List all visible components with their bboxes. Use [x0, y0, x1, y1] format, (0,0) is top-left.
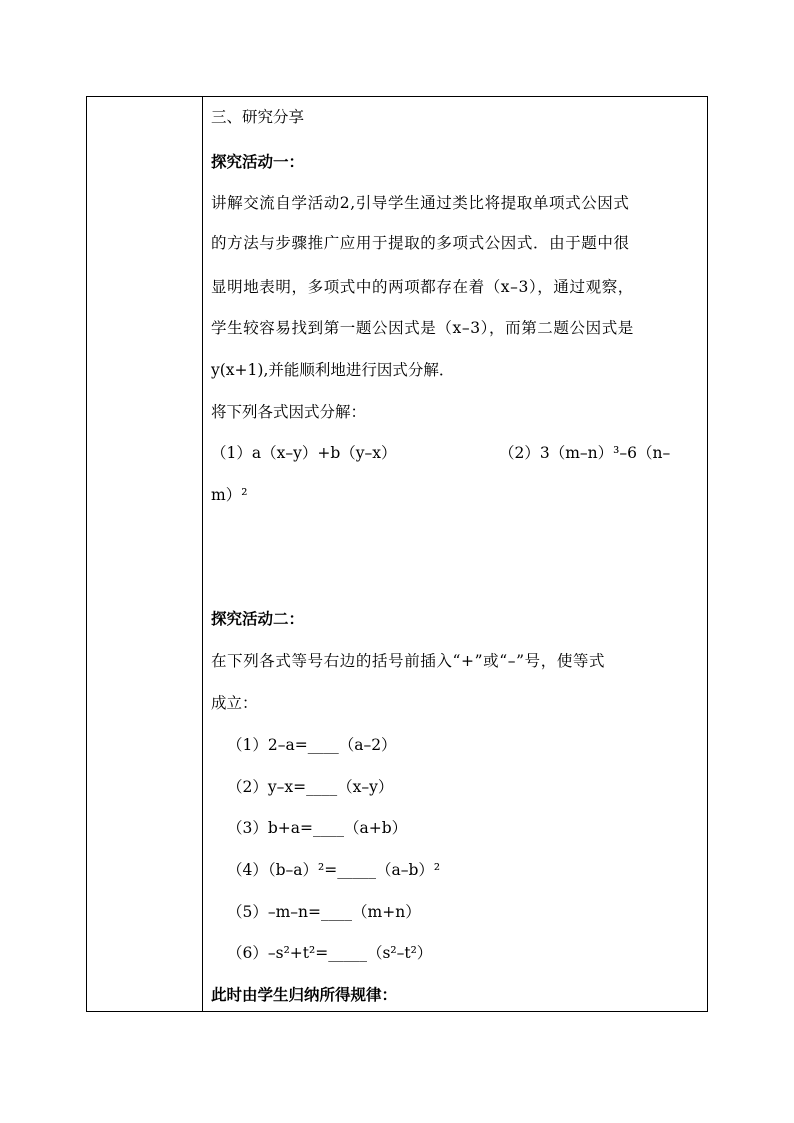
activity1-prompt: 将下列各式因式分解： — [211, 403, 367, 421]
activity1-paragraph-line1: 讲解交流自学活动2,引导学生通过类比将提取单项式公因式 — [211, 194, 630, 212]
section-title: 三、研究分享 — [211, 108, 305, 126]
activity1-problem2-line1: （2）3（m–n）³–6（n– — [499, 444, 671, 462]
summary-heading: 此时由学生归纳所得规律： — [211, 985, 398, 1004]
activity2-prompt-line2: 成立： — [211, 694, 258, 712]
activity2-item: （4）（b–a）²=_____（a–b）² — [227, 861, 441, 879]
activity2-item: （6）–s²+t²=_____（s²–t²） — [227, 944, 433, 962]
lesson-table — [86, 96, 708, 1012]
activity1-paragraph-line2: 的方法与步骤推广应用于提取的多项式公因式．由于题中很 — [211, 234, 630, 252]
activity2-item: （3）b+a=____（a+b） — [227, 819, 408, 837]
activity2-prompt-line1: 在下列各式等号右边的括号前插入“+”或“–”号，使等式 — [211, 652, 606, 670]
activity1-problem1: （1）a（x–y）+b（y–x） — [211, 444, 397, 462]
activity1-paragraph-line5: y(x+1),并能顺利地进行因式分解． — [211, 361, 455, 379]
activity2-item: （5）–m–n=____（m+n） — [227, 903, 421, 921]
column-divider — [202, 97, 203, 1011]
activity1-paragraph-line3: 显明地表明，多项式中的两项都存在着（x–3），通过观察， — [211, 278, 634, 296]
activity1-problem2-line2: m）² — [211, 486, 248, 504]
activity2-item: （1）2–a=____（a–2） — [227, 736, 397, 754]
activity1-heading: 探究活动一： — [211, 152, 305, 171]
activity2-item: （2）y–x=____（x–y） — [227, 778, 394, 796]
activity1-paragraph-line4: 学生较容易找到第一题公因式是（x–3），而第二题公因式是 — [211, 319, 634, 337]
activity2-heading: 探究活动二： — [211, 609, 305, 628]
